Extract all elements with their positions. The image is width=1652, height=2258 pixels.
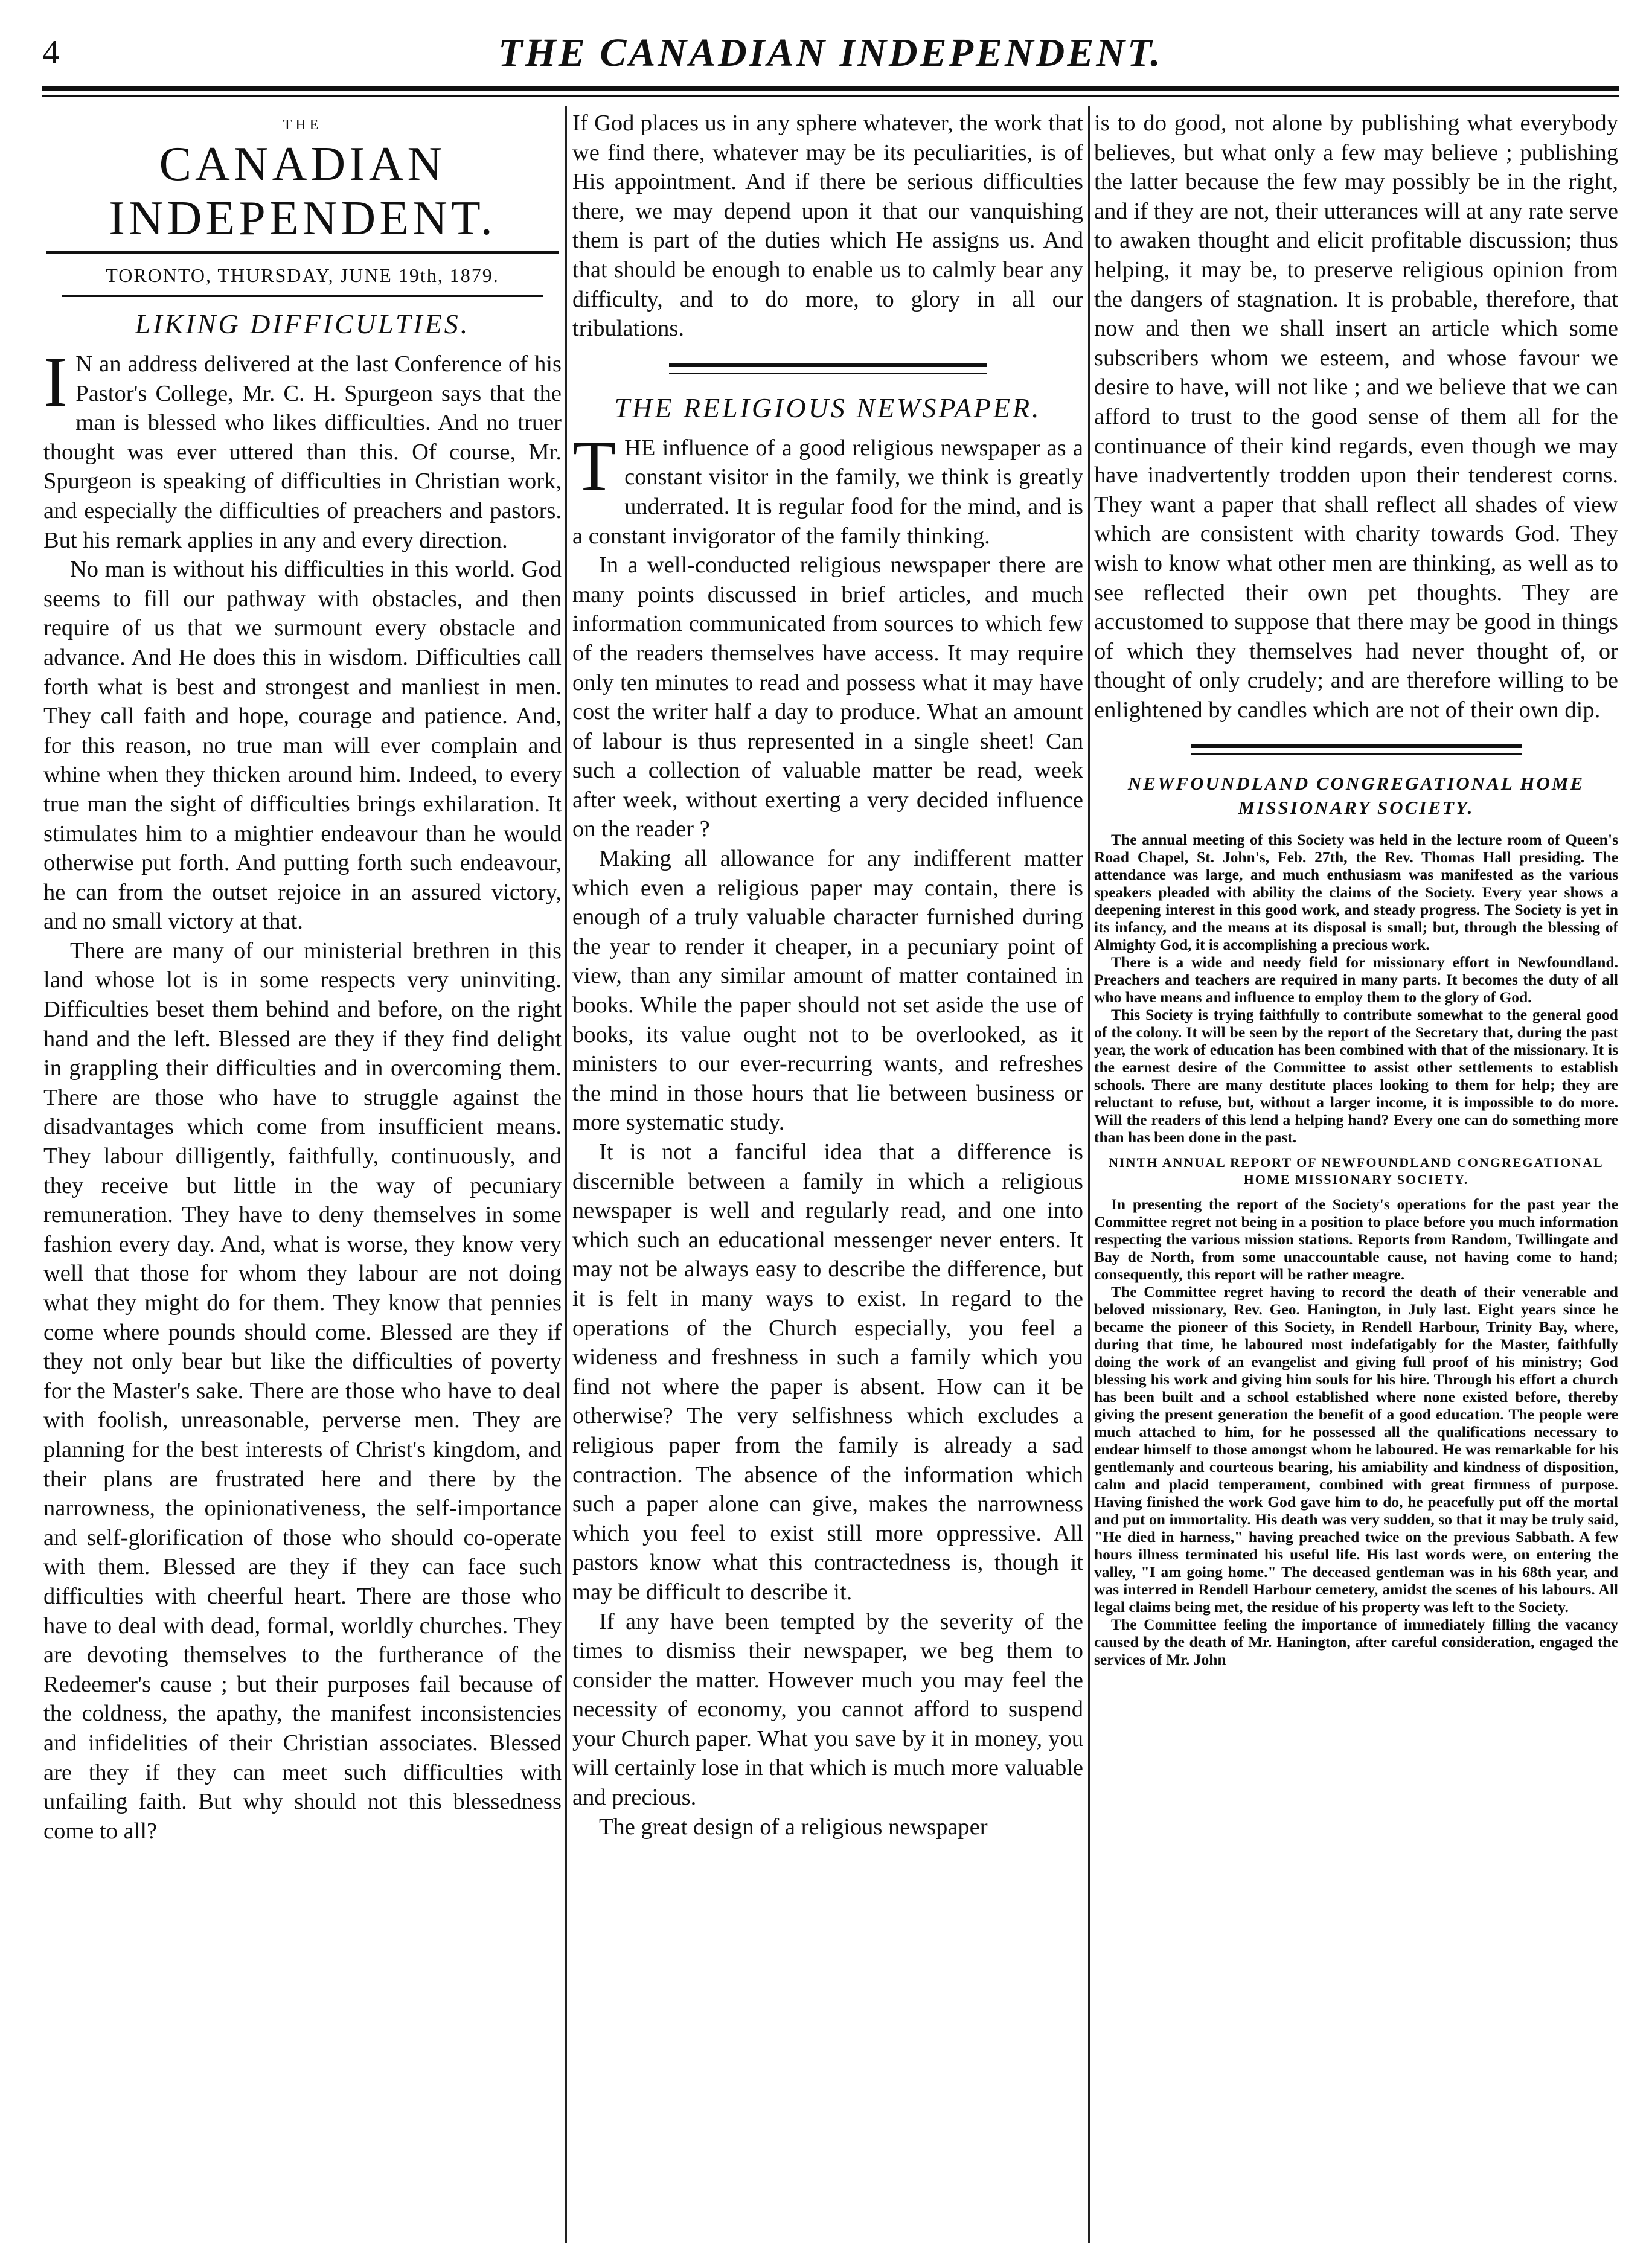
header-rule-thick (42, 86, 1619, 91)
paragraph: Making all allowance for any indifferent matter which even a religious paper may contain, there is enough of a truly valuable character furnished during the year to render it cheaper, in a pecuniary point of view, than any similar amount of matter contained in books. While the paper should not set aside the use of books, its value ought not to be overlooked, as it ministers to our ever-recurring wants, and refreshes the mind in those hours that lie between business or more systematic study. (572, 846, 1083, 1136)
paragraph: The great design of a religious newspaper (599, 1814, 988, 1840)
paragraph-continued: If God places us in any sphere whatever, the work that we find there, whatever may be its peculiarities, is of His appointment. And if there be serious difficulties there, we may depend upon it that our vanquishing them is part of the duties which He assigns us. And that should be enough to enable us to calmly bear any difficulty, and to do more, to glory in all our tribulations. (572, 110, 1083, 342)
page-number: 4 (42, 34, 59, 71)
masthead-title: CANADIAN INDEPENDENT. (109, 138, 496, 245)
paragraph: The Committee regret having to record the death of their venerable and beloved missionary, Rev. Geo. Hanington, in July last. Eight years since he became the pioneer of this Society, in Rendell Harbour, Trinity Bay, where, during that time, he laboured most indefatigably for the Master, faithfully doing the work of an evangelist and giving full proof of his ministry; God blessing his work and giving him souls for his hire. Through his effort a church has been built and a school established where none existed before, thereby giving the present generation the benefit of a good education. The people were much attached to him, for he possessed all the qualifications necessary to endear himself to those amongst whom he laboured. He was remarkable for his gentlemanly and courteous bearing, his amiability and kindness of disposition, calm and placid temperament, combined with great firmness of purpose. Having finished the work God gave him to do, he peacefully put off the mortal and put on immortality. His death was very sudden, so that it may be truly said, "He died in harness," having preached twice on the previous Sabbath. A few hours illness terminated his useful life. His last words were, on entering the valley, "I am going home." The deceased gentleman was in his 68th year, and was interred in Rendell Harbour cemetery, amidst the scenes of his labours. All legal claims being met, the residue of his property was left to the Society. (1094, 1283, 1618, 1616)
article-liking-difficulties (43, 342, 562, 1846)
paragraph: The Committee feeling the importance of immediately filling the vacancy caused by the death of Mr. Hanington, after careful consideration, engaged the services of Mr. John (1094, 1616, 1618, 1669)
column-2 (572, 109, 1083, 1841)
masthead-rule (46, 251, 559, 254)
paragraph: This Society is trying faithfully to contribute somewhat to the general good of the colony. It will be seen by the report of the Secretary that, during the past year, the work of education has been combined with that of the missionary. It is the earnest desire of the Committee to assist other settlements to establish schools. There are many destitute places looking to them for help; they are reluctant to refuse, but, without a larger income, it is impossible to do more. Will the readers of this lend a helping hand? Every one can do something more than has been done in the past. (1094, 1006, 1618, 1147)
paragraph-continued: is to do good, not alone by publishing what everybody believes, but what only a few may believe ; publishing the latter because the few may possibly be in the right, and if they are not, their utterances will at any rate serve to awaken thought and elicit profitable discussion; thus helping, it may be, to preserve religious opinion from the dangers of stagnation. It is probable, therefore, that now and then we shall insert an article which some subscribers whom we esteem, and whose favour we desire to have, will not like ; and we believe that we can afford to trust to the good sense of them all for the continuance of their kind regards, even though we may have inadvertently trodden upon their tenderest corns. They want a paper that shall reflect all shades of view which are consistent with charity towards God. They wish to know what other men are thinking, as well as to see reflected their own pet thoughts. They are accustomed to suppose that there may be good in things of which they themselves had never thought of, or thought of only crudely; and are therefore willing to be enlightened by candles which are not of their own dip. (1094, 110, 1618, 723)
paragraph (43, 342, 562, 555)
paragraph: In presenting the report of the Society's operations for the past year the Committee regret not being in a position to place before you much information respecting the various mission stations. Reports from Random, Twillingate and Bay de North, from some unaccountable cause, not having come to hand; consequently, this report will be rather meagre. (1094, 1195, 1618, 1284)
dateline-rule (62, 295, 543, 297)
paragraph-text: HE influence of a good religious newspaper as a constant visitor in the family, we think is greatly underrated. It is regular food for the mind, and is a constant invigorator of the family thinking. (572, 435, 1083, 549)
column-1 (43, 109, 562, 1846)
column-3 (1094, 109, 1618, 1668)
paragraph: It is not a fanciful idea that a difference is discernible between a family in which a religious newspaper is well and regularly read, and one into which such an educational messenger never enters. It may not be always easy to describe the difference, but it is felt in many ways to exist. In regard to the operations of the Church especially, you feel a wideness and freshness in such a family which you find not where the paper is absent. How can it be otherwise? The very selfishness which excludes a religious paper from the family is already a sad contraction. The absence of the information which such a paper alone can give, makes the narrowness which you feel to exist still more oppressive. All pastors know what this contractedness is, though it may be difficult to describe it. (572, 1139, 1083, 1605)
paragraph-text: N an address delivered at the last Conference of his Pastor's College, Mr. C. H. Spurgeon says that the man is blessed who likes difficulties. And no truer thought was ever uttered than this. Of course, Mr. Spurgeon is speaking of difficulties in Christian work, and especially the difficulties of preachers and pastors. But his remark applies in any and every direction. (43, 351, 562, 553)
article-title-religious-newspaper: THE RELIGIOUS NEWSPAPER. (614, 392, 1042, 423)
dateline: TORONTO, THURSDAY, JUNE 19th, 1879. (106, 264, 499, 286)
paragraph: The annual meeting of this Society was held in the lecture room of Queen's Road Chapel, St. John's, Feb. 27th, the Rev. Thomas Hall presiding. The attendance was large, and much enthusiasm was manifested as the various speakers pleaded with ability the claims of the Society. Every year shows a deepening interest in this good work, and steady progress. The Society is yet in its infancy, and the means at its disposal is small; but, through the blessing of Almighty God, it is accomplishing a precious work. (1094, 831, 1618, 954)
drop-cap: T (572, 426, 616, 505)
column-divider (565, 106, 567, 2243)
section-ornament-rule (1191, 741, 1522, 762)
drop-cap: I (43, 342, 68, 421)
masthead-the: THE (283, 117, 322, 133)
header-rule-thin (42, 95, 1619, 97)
paragraph: If any have been tempted by the severity of the times to dismiss their newspaper, we beg them to consider the matter. However much you may feel the necessity of economy, you cannot afford to suspend your Church paper. What you save by it in money, you will certainly lose in that which is much more valuable and precious. (572, 1608, 1083, 1811)
paragraph: In a well-conducted religious newspaper there are many points discussed in brief articles, and much information communicated from sources to which few of the readers themselves have access. It may require only ten minutes to read and possess what it may have cost the writer half a day to produce. What an amount of labour is thus represented in a single sheet! Can such a collection of valuable matter be read, week after week, without exerting a very decided influence on the reader ? (572, 552, 1083, 842)
article-title-liking-difficulties: LIKING DIFFICULTIES. (135, 309, 470, 339)
page-header (42, 24, 1619, 78)
paragraph: There is a wide and needy field for missionary effort in Newfoundland. Preachers and teachers are required in many parts. It becomes the duty of all who have means and influence to employ them to the glory of God. (1094, 953, 1618, 1006)
paragraph: No man is without his difficulties in this world. God seems to fill our pathway with obstacles, and then require of us that we surmount every obstacle and advance. And He does this in wisdom. Difficulties call forth what is best and strongest and manliest in men. They call faith and hope, courage and patience. And, for this reason, no true man will ever complain and whine when they thicken around him. Indeed, to every true man the sight of difficulties brings exhilaration. It stimulates him to a mightier endeavour than he would otherwise put forth. And putting forth such endeavour, he can from the outset rejoice in an assured victory, and no small victory at that. (43, 557, 562, 935)
article-title-newfoundland (1094, 772, 1618, 820)
running-title: THE CANADIAN INDEPENDENT. (498, 31, 1163, 75)
column-divider (1088, 106, 1090, 2243)
article-title-line: NEWFOUNDLAND CONGREGATIONAL HOME (1127, 773, 1585, 795)
report-heading: NINTH ANNUAL REPORT OF NEWFOUNDLAND CONGREGATIONAL HOME MISSIONARY SOCIETY. (1109, 1155, 1604, 1188)
article-title-line: MISSIONARY SOCIETY. (1238, 797, 1474, 819)
paragraph: There are many of our ministerial brethren in this land whose lot is in some respects very uninviting. Difficulties beset them behind and before, on the right hand and the left. Blessed are they if they find delight in grappling their difficulties and in overcoming them. There are those who have to struggle against the disadvantages which come from insufficient means. They labour dilligently, faithfully, continuously, and they receive but little in the way of pecuniary remuneration. They have to deny themselves in some fashion every day. And, what is worse, they know very well that those for whom they labour are not doing what they might do for them. They know that pennies come where pounds should come. Blessed are they if they not only bear but like the difficulties of poverty for the Master's sake. There are those who have to deal with foolish, unreasonable, perverse men. They are planning for the best interests of Christ's kingdom, and their plans are frustrated here and there by the narrowness, the opinionativeness, the self-importance and self-glorification of those who should co-operate with them. Blessed are they if they can face such difficulties with cheerful heart. There are those who have to deal with dead, formal, worldly churches. They are devoting themselves to the furtherance of the Redeemer's cause ; but their purposes fail because of the coldness, the apathy, the manifest inconsistencies and infidelities of their Christian associates. Blessed are they if they can meet such difficulties with unfailing faith. But why should not this blessedness come to all? (43, 938, 562, 1844)
paragraph (572, 426, 1083, 551)
section-ornament-rule (669, 360, 987, 381)
article-religious-newspaper (572, 426, 1083, 1842)
